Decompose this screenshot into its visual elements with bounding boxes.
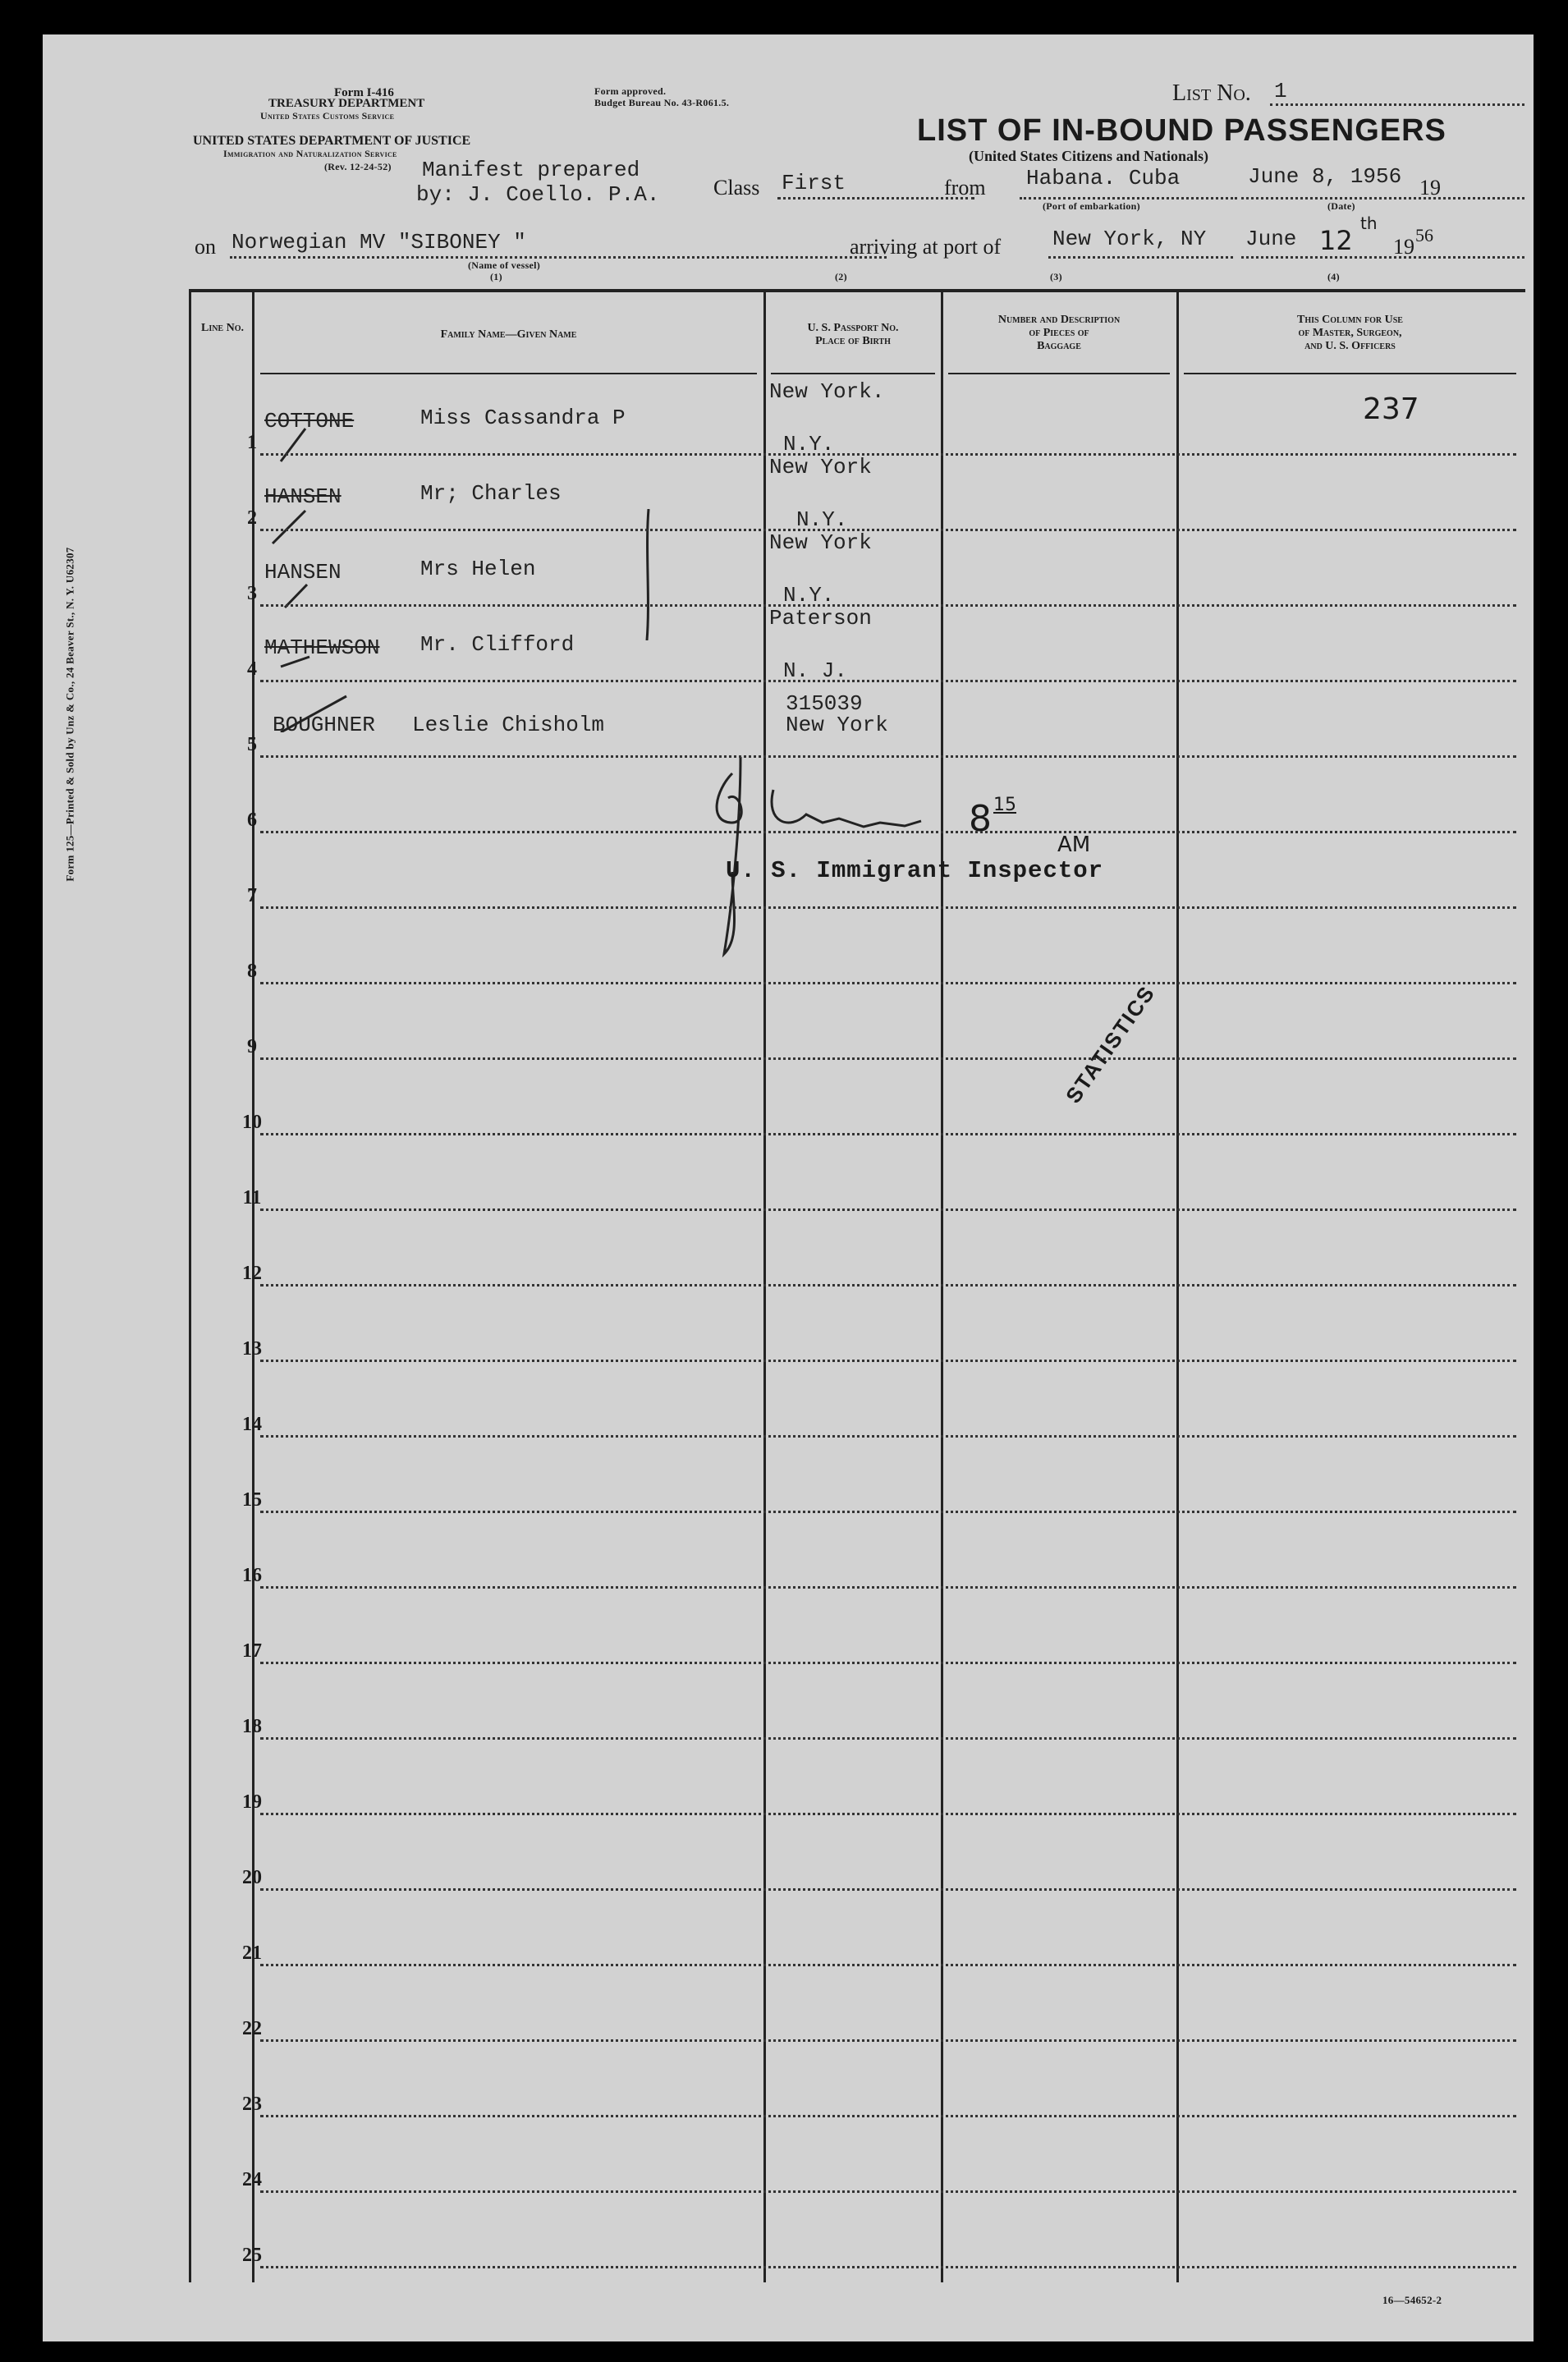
row-rule xyxy=(260,982,1516,984)
row-rule xyxy=(260,1133,1516,1135)
line-number: 21 xyxy=(242,1942,262,1964)
row-rule xyxy=(260,1888,1516,1891)
arrival-port: New York, NY xyxy=(1052,227,1207,251)
vessel-caption: (Name of vessel) xyxy=(468,259,541,271)
from-dots xyxy=(1020,197,1237,200)
family-name: MATHEWSON xyxy=(264,635,380,660)
vessel-name: Norwegian MV "SIBONEY " xyxy=(232,230,526,255)
row-rule xyxy=(260,831,1516,833)
vessel-dots xyxy=(230,256,887,259)
arrival-year-prefix: 19 xyxy=(1393,235,1414,259)
check-mark xyxy=(281,429,305,461)
line-number: 14 xyxy=(242,1414,262,1435)
arrival-month: June xyxy=(1245,227,1297,251)
birth-place: New York xyxy=(769,530,872,555)
line-number: 11 xyxy=(242,1187,262,1209)
caption-3: (3) xyxy=(1050,271,1062,282)
col-officers-1: This Column for Use xyxy=(1297,314,1403,326)
manifest-preparer: by: J. Coello. P.A. xyxy=(416,182,660,207)
line-number: 4 xyxy=(247,658,257,680)
birth-place: Paterson xyxy=(769,606,872,631)
col-line-no: Line No. xyxy=(200,322,244,334)
port-caption: (Port of embarkation) xyxy=(1043,200,1140,212)
line-number: 19 xyxy=(242,1791,262,1813)
justice-department: UNITED STATES DEPARTMENT OF JUSTICE xyxy=(193,134,471,148)
birth-place: New York xyxy=(786,713,888,737)
family-name: HANSEN xyxy=(264,560,342,585)
class-label: Class xyxy=(713,176,760,200)
birth-place: New York. xyxy=(769,379,885,404)
line-number: 3 xyxy=(247,583,257,604)
class-value: First xyxy=(782,171,846,195)
row-rule xyxy=(260,1964,1516,1966)
header-underline-passport xyxy=(771,373,935,374)
margin-print: Form 125—Printed & Sold by Unz & Co., 24 Beaver St., N. Y. U62307 xyxy=(63,547,76,882)
arriving-label: arriving at port of xyxy=(850,235,1002,259)
col-passport-2: Place of Birth xyxy=(815,335,891,347)
arrival-date-dots xyxy=(1241,256,1524,259)
col-baggage-3: Baggage xyxy=(1037,340,1081,352)
line-number: 24 xyxy=(242,2169,262,2190)
line-number: 7 xyxy=(247,885,257,906)
birth-state: N. J. xyxy=(783,658,848,683)
line-number: 13 xyxy=(242,1338,262,1360)
check-mark xyxy=(273,511,305,543)
revision: (Rev. 12-24-52) xyxy=(324,161,392,172)
inspector-signature xyxy=(683,741,995,962)
check-marks xyxy=(256,420,355,732)
table-left-rule xyxy=(189,289,191,2282)
given-name: Mrs Helen xyxy=(420,557,536,581)
col-name: Family Name—Given Name xyxy=(440,328,577,341)
birth-state: N.Y. xyxy=(783,432,835,456)
arrival-day-suffix: th xyxy=(1360,213,1378,233)
from-label: from xyxy=(944,176,986,200)
on-label: on xyxy=(195,235,216,259)
row-rule xyxy=(260,1511,1516,1513)
col-baggage-2: of Pieces of xyxy=(1029,327,1089,339)
row-rule xyxy=(260,1737,1516,1740)
list-title: LIST OF IN-BOUND PASSENGERS xyxy=(917,113,1447,148)
line-number: 22 xyxy=(242,2018,262,2039)
table-top-rule xyxy=(189,289,1525,292)
line-number: 25 xyxy=(242,2245,262,2266)
line-number: 12 xyxy=(242,1263,262,1284)
row-rule xyxy=(260,2115,1516,2117)
row-rule xyxy=(260,529,1516,531)
date-dots xyxy=(1241,197,1524,200)
given-name: Mr. Clifford xyxy=(420,632,575,657)
embarkation-date: June 8, 1956 xyxy=(1248,164,1402,189)
col-baggage-1: Number and Description xyxy=(997,314,1121,326)
line-number: 5 xyxy=(247,734,257,755)
header-underline-officer xyxy=(1184,373,1516,374)
family-name: BOUGHNER xyxy=(273,713,375,737)
caption-1: (1) xyxy=(490,271,502,282)
immigration-service: Immigration and Naturalization Service xyxy=(223,148,397,159)
inspection-time-ampm: AM xyxy=(1057,832,1091,857)
line-number: 8 xyxy=(247,961,257,982)
header-underline-name xyxy=(260,373,757,374)
list-no-value: 1 xyxy=(1274,79,1287,103)
given-name: Mr; Charles xyxy=(420,481,562,506)
list-subtitle: (United States Citizens and Nationals) xyxy=(969,148,1209,164)
col-passport-1: U. S. Passport No. xyxy=(807,322,899,334)
row-rule xyxy=(260,2039,1516,2042)
year-prefix: 19 xyxy=(1419,176,1441,200)
approval-line: Form approved. xyxy=(594,85,667,97)
statistics-stamp: STATISTICS xyxy=(1061,980,1160,1108)
line-number: 23 xyxy=(242,2094,262,2115)
line-number: 16 xyxy=(242,1565,262,1586)
row-rule xyxy=(260,680,1516,682)
line-number: 17 xyxy=(242,1640,262,1662)
row-rule xyxy=(260,755,1516,758)
arrival-day: 12 xyxy=(1319,225,1353,256)
line-number: 15 xyxy=(242,1489,262,1511)
given-name: Leslie Chisholm xyxy=(412,713,605,737)
date-caption: (Date) xyxy=(1327,200,1355,212)
inspection-time: 8 xyxy=(969,798,992,840)
line-number: 20 xyxy=(242,1867,262,1888)
inspection-time-minutes: 15 xyxy=(993,795,1016,815)
row-rule xyxy=(260,1057,1516,1060)
row-rule xyxy=(260,1284,1516,1286)
line-number: 18 xyxy=(242,1716,262,1737)
check-mark xyxy=(281,696,346,732)
row-rule xyxy=(260,1586,1516,1589)
line-number: 1 xyxy=(247,432,257,453)
given-name: Miss Cassandra P xyxy=(420,406,626,430)
budget-bureau: Budget Bureau No. 43-R061.5. xyxy=(594,97,730,108)
row-rule xyxy=(260,2266,1516,2268)
row-rule xyxy=(260,1435,1516,1438)
birth-state: N.Y. xyxy=(783,583,835,608)
line-number: 9 xyxy=(247,1036,257,1057)
row-rule xyxy=(260,1360,1516,1362)
arrival-port-dots xyxy=(1048,256,1233,259)
header-underline-baggage xyxy=(948,373,1170,374)
line-number: 6 xyxy=(247,810,257,831)
row-rule xyxy=(260,2190,1516,2193)
family-name: HANSEN xyxy=(264,484,342,509)
form-number: Form I-416 xyxy=(334,86,394,99)
row-rule xyxy=(260,604,1516,607)
passport-number: 315039 xyxy=(786,691,863,716)
list-no-dots xyxy=(1270,103,1524,106)
line-number: 10 xyxy=(242,1112,262,1133)
embarkation-port: Habana. Cuba xyxy=(1026,166,1181,190)
footer-code: 16—54652-2 xyxy=(1382,2294,1442,2306)
inspector-stamp: U. S. Immigrant Inspector xyxy=(726,857,1104,884)
list-no-label: List No. xyxy=(1172,80,1251,106)
caption-2: (2) xyxy=(835,271,847,282)
family-name: COTTONE xyxy=(264,409,355,433)
col-officers-2: of Master, Surgeon, xyxy=(1298,327,1402,339)
caption-4: (4) xyxy=(1327,271,1340,282)
row-rule xyxy=(260,1209,1516,1211)
col-officers-3: and U. S. Officers xyxy=(1304,340,1396,352)
line-number: 2 xyxy=(247,507,257,529)
check-mark xyxy=(281,657,309,667)
officer-note: 237 xyxy=(1363,392,1419,426)
birth-place: New York xyxy=(769,455,872,479)
manifest-prepared: Manifest prepared xyxy=(422,158,640,182)
treasury-department: TREASURY DEPARTMENT xyxy=(268,97,425,110)
row-rule xyxy=(260,1813,1516,1815)
row-rule xyxy=(260,453,1516,456)
birth-state: N.Y. xyxy=(796,507,848,532)
customs-service: United States Customs Service xyxy=(260,110,395,122)
row-rule xyxy=(260,906,1516,909)
arrival-year: 56 xyxy=(1415,225,1433,245)
row-rule xyxy=(260,1662,1516,1664)
manifest-page xyxy=(43,34,1534,2341)
